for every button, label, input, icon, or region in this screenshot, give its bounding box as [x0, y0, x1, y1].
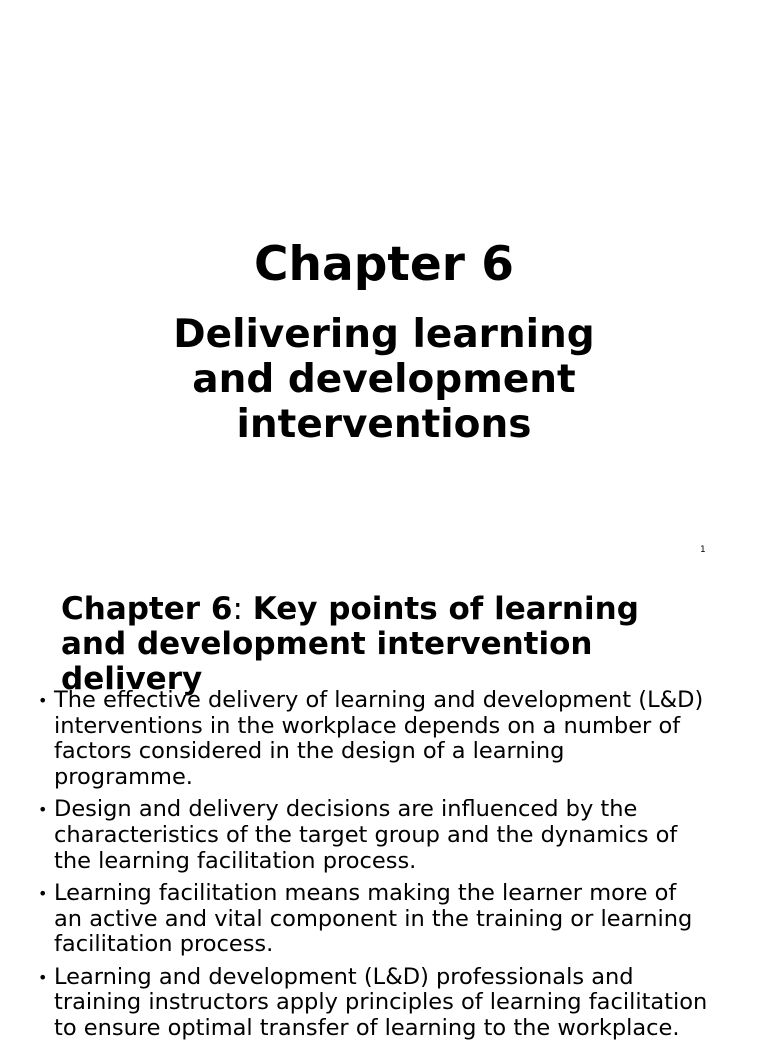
subtitle-line: Delivering learning	[173, 312, 595, 357]
title-line: Key points of learning	[252, 591, 639, 627]
bullet-line: Learning facilitation means making the learner more of	[54, 879, 677, 906]
bullet-icon: •	[38, 800, 48, 820]
chapter-title: Chapter 6	[254, 237, 514, 292]
page-number: 1	[700, 545, 706, 555]
bullet-line: the learning facilitation process.	[54, 847, 417, 874]
bullet-icon: •	[38, 691, 48, 710]
bullet-line: interventions in the workplace depends on a number of	[54, 712, 681, 739]
bullet-line: characteristics of the target group and the dynamics of	[54, 822, 678, 849]
title-line: and development intervention	[61, 626, 593, 662]
bullet-line: to ensure optimal transfer of learning to the workplace.	[54, 1014, 680, 1041]
bullet-line: facilitation process.	[54, 931, 274, 958]
bullet-line: Learning and development (L&D) professionals and	[54, 963, 634, 990]
bullet-item	[38, 965, 750, 1042]
bullet-line: factors considered in the design of a learning	[54, 738, 565, 765]
bullet-item	[38, 688, 750, 791]
bullet-item	[38, 881, 750, 958]
chapter-subtitle	[120, 312, 648, 447]
slide-2	[0, 576, 768, 1041]
slide-title	[61, 592, 741, 697]
subtitle-line: and development	[192, 357, 576, 402]
bullet-icon: •	[38, 883, 48, 903]
bullet-list	[38, 688, 750, 1048]
bullet-line: training instructors apply principles of learning facilitation	[54, 989, 708, 1016]
title-line: delivery	[61, 661, 203, 697]
bullet-line: programme.	[54, 764, 193, 791]
title-separator: :	[232, 591, 253, 627]
bullet-item	[38, 797, 750, 874]
bullet-line: Design and delivery decisions are influenced by the	[54, 796, 638, 823]
title-prefix: Chapter 6	[61, 591, 233, 627]
subtitle-line: interventions	[236, 402, 532, 447]
bullet-icon: •	[38, 967, 48, 987]
bullet-line: The effective delivery of learning and development (L&D)	[54, 687, 704, 713]
bullet-line: an active and vital component in the training or learning	[54, 905, 693, 932]
